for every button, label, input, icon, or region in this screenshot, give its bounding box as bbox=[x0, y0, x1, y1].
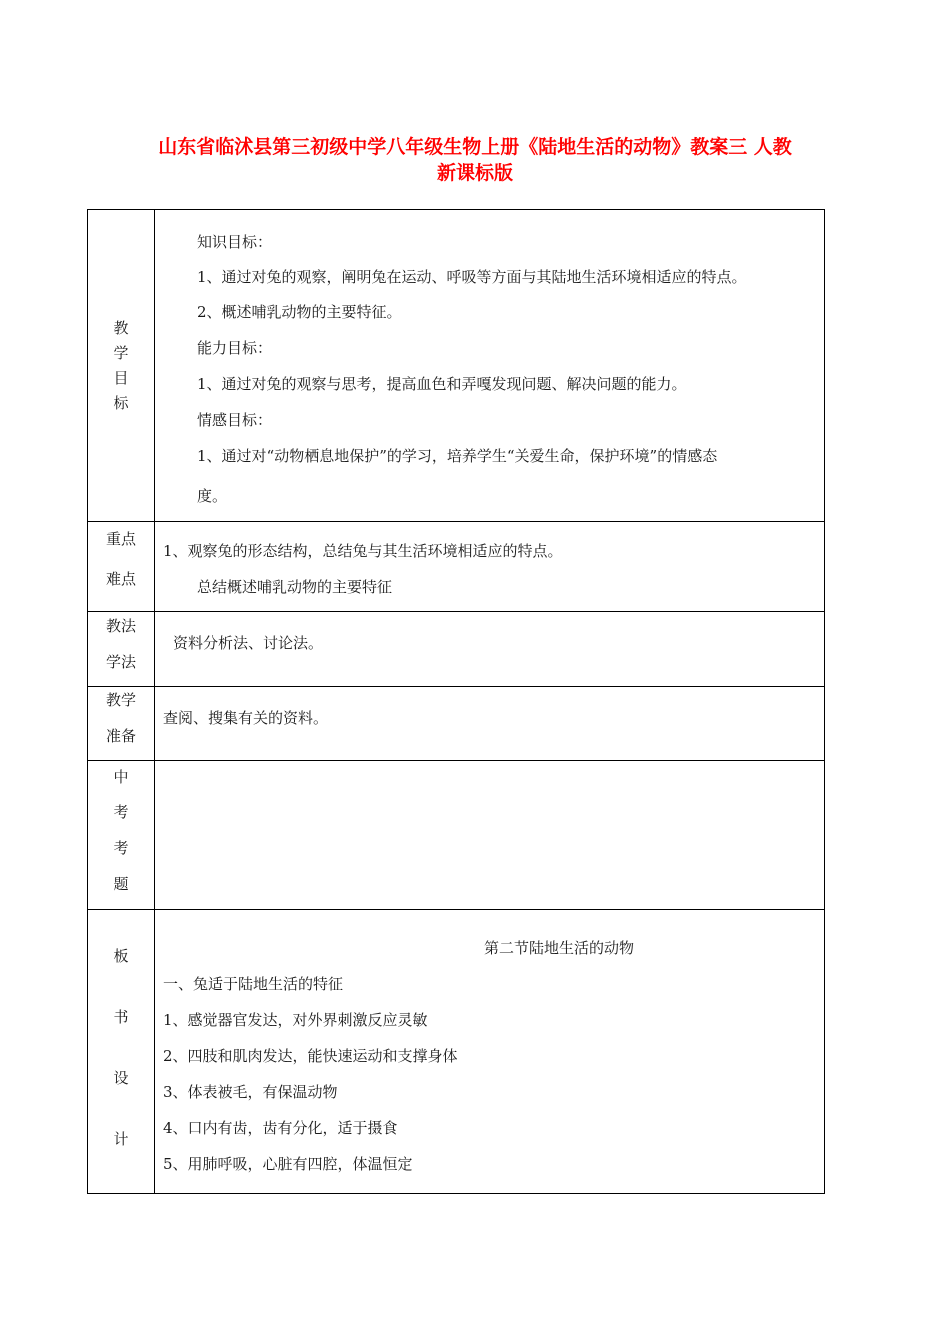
key-point-item: 1、观察兔的形态结构，总结兔与其生活环境相适应的特点。 bbox=[163, 542, 563, 560]
document-title-line-1: 山东省临沭县第三初级中学八年级生物上册《陆地生活的动物》教案三 人教 bbox=[158, 136, 792, 158]
document-title-line-2: 新课标版 bbox=[436, 162, 513, 184]
objectives-label-char: 标 bbox=[113, 394, 129, 412]
board-line: 5、用肺呼吸，心脏有四腔，体温恒定 bbox=[163, 1155, 413, 1173]
preparation-label: 教学 bbox=[105, 691, 136, 709]
board-line: 2、四肢和肌肉发达，能快速运动和支撑身体 bbox=[163, 1047, 458, 1065]
difficulties-label: 难点 bbox=[105, 570, 136, 588]
board-line: 3、体表被毛，有保温动物 bbox=[163, 1083, 338, 1101]
exam-label-char: 考 bbox=[113, 803, 129, 821]
preparation-content: 查阅、搜集有关的资料。 bbox=[163, 709, 329, 727]
column-divider bbox=[154, 210, 155, 1193]
knowledge-item: 2、概述哺乳动物的主要特征。 bbox=[197, 303, 402, 321]
lesson-plan-table bbox=[87, 209, 825, 1194]
knowledge-item: 1、通过对兔的观察，阐明兔在运动、呼吸等方面与其陆地生活环境相适应的特点。 bbox=[197, 268, 747, 286]
objectives-label-char: 目 bbox=[113, 369, 129, 387]
board-label-char: 板 bbox=[113, 947, 129, 965]
board-line: 一、兔适于陆地生活的特征 bbox=[163, 975, 344, 993]
board-line: 1、感觉器官发达，对外界刺激反应灵敏 bbox=[163, 1011, 428, 1029]
row-divider bbox=[88, 611, 824, 612]
methods-content: 资料分析法、讨论法。 bbox=[173, 634, 324, 652]
learning-method-label: 学法 bbox=[105, 653, 136, 671]
ability-item: 1、通过对兔的观察与思考，提高血色和弄嘎发现问题、解决问题的能力。 bbox=[197, 375, 687, 393]
board-label-char: 计 bbox=[113, 1130, 129, 1148]
exam-label-char: 题 bbox=[113, 875, 129, 893]
board-line: 4、口内有齿，齿有分化，适于摄食 bbox=[163, 1119, 398, 1137]
board-heading: 第二节陆地生活的动物 bbox=[484, 939, 635, 957]
emotion-item-continued: 度。 bbox=[197, 487, 228, 505]
exam-label-char: 考 bbox=[113, 839, 129, 857]
teaching-method-label: 教法 bbox=[105, 617, 136, 635]
knowledge-heading: 知识目标： bbox=[197, 233, 273, 251]
row-divider bbox=[88, 909, 824, 910]
row-divider bbox=[88, 760, 824, 761]
emotion-heading: 情感目标： bbox=[197, 411, 273, 429]
objectives-label-char: 教 bbox=[113, 319, 129, 337]
objectives-label-char: 学 bbox=[113, 344, 129, 362]
emotion-item: 1、通过对“动物栖息地保护”的学习，培养学生“关爱生命，保护环境”的情感态 bbox=[197, 447, 718, 465]
key-point-item: 总结概述哺乳动物的主要特征 bbox=[197, 578, 393, 596]
ability-heading: 能力目标： bbox=[197, 339, 273, 357]
board-label-char: 书 bbox=[113, 1008, 129, 1026]
row-divider bbox=[88, 521, 824, 522]
row-divider bbox=[88, 686, 824, 687]
preparation-label: 准备 bbox=[105, 727, 136, 745]
key-points-label: 重点 bbox=[105, 530, 136, 548]
exam-label-char: 中 bbox=[113, 768, 129, 786]
board-label-char: 设 bbox=[113, 1069, 129, 1087]
